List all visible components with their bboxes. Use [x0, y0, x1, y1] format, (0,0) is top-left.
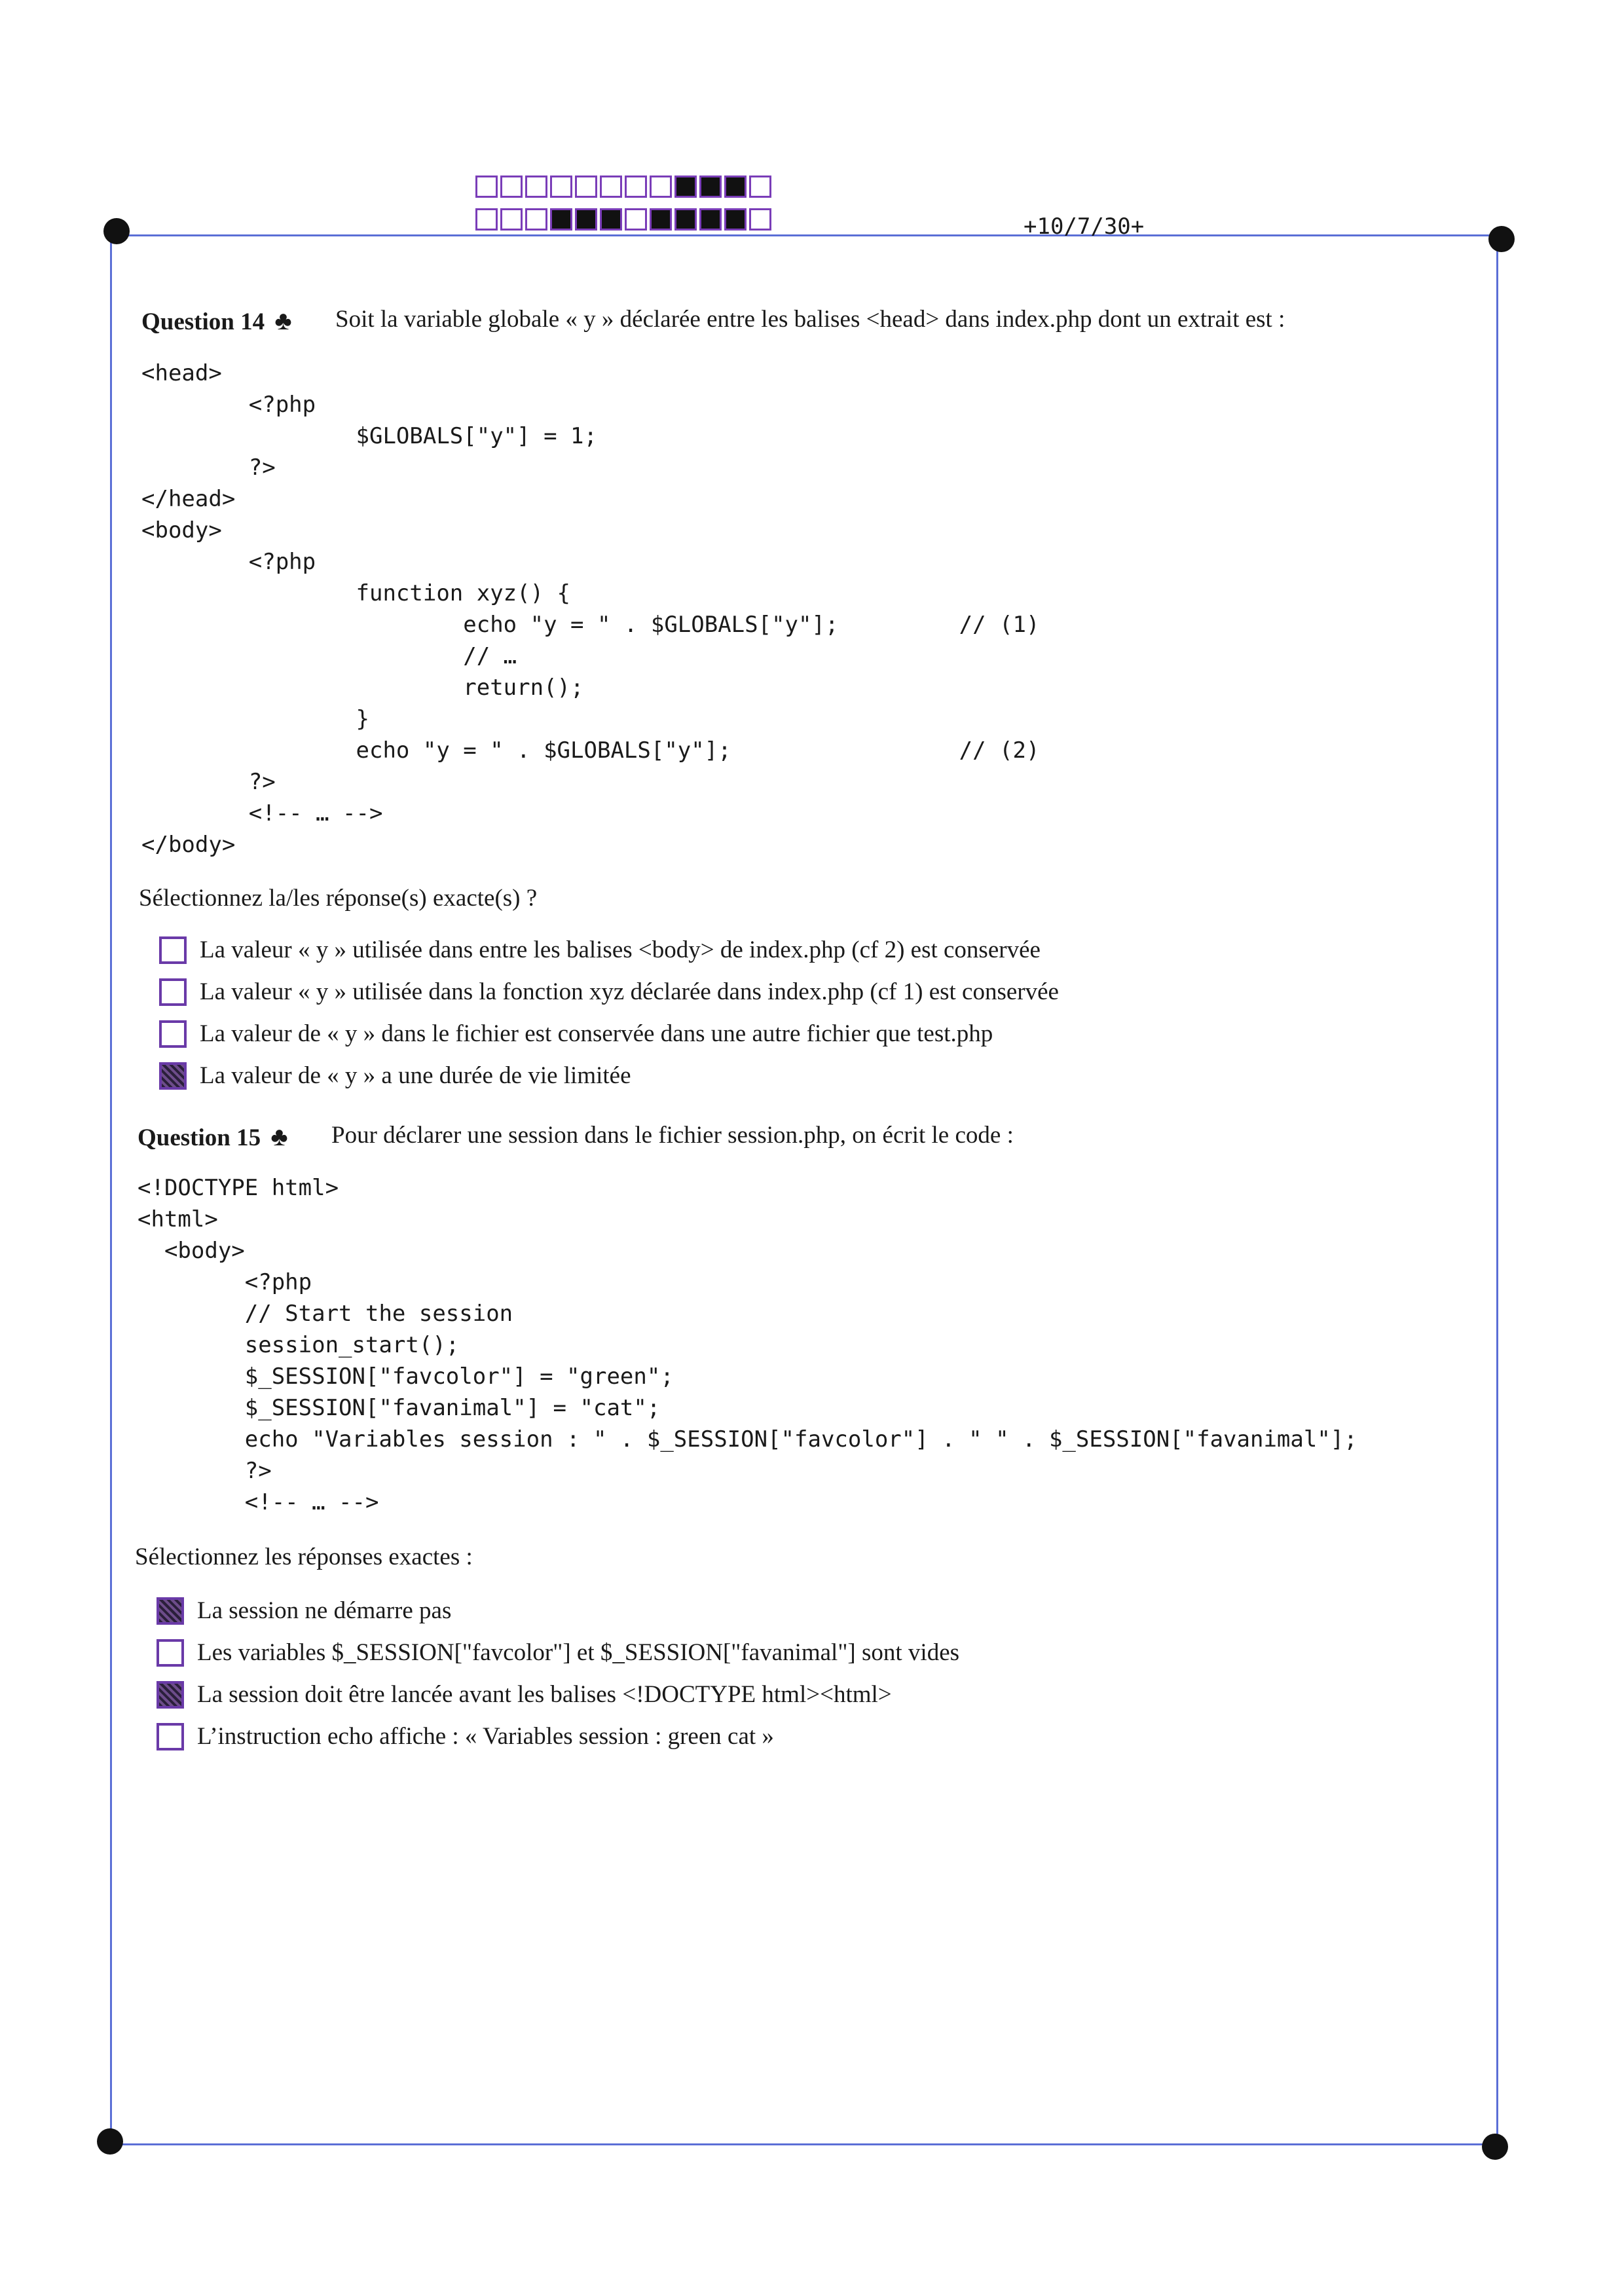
answer-checkbox[interactable] [159, 1020, 187, 1048]
frame-left-line [110, 234, 112, 2145]
answer-label: Les variables $_SESSION["favcolor"] et $_SESSION["favanimal"] sont vides [197, 1639, 960, 1666]
question-15-prompt: Sélectionnez les réponses exactes : [135, 1544, 473, 1570]
id-code-bar-bottom [475, 208, 777, 233]
code-cell-filled [650, 208, 672, 231]
corner-marker-bottom-right [1482, 2134, 1508, 2160]
code-cell-empty [625, 176, 647, 198]
question-14-code: <head> <?php $GLOBALS["y"] = 1; ?> </head> <body> <?php function xyz() { echo "y = " . $GLOBALS["y"]; // (1) // … return(); } echo "y = " . $GLOBALS["y"]; // (2) ?> <!-- … --> </body> [141, 360, 1040, 858]
answer-label: La session doit être lancée avant les balises <!DOCTYPE html><html> [197, 1681, 892, 1708]
answer-checkbox[interactable] [159, 978, 187, 1006]
frame-top-line [111, 234, 1500, 236]
code-cell-empty [749, 176, 771, 198]
code-cell-filled [699, 176, 722, 198]
frame-right-line [1496, 237, 1498, 2144]
code-cell-filled [575, 208, 597, 231]
corner-marker-top-right [1488, 226, 1515, 252]
frame-bottom-line [111, 2143, 1500, 2145]
code-cell-empty [500, 208, 523, 231]
question-15-label: Question 15 [138, 1124, 261, 1151]
question-15-code: <!DOCTYPE html> <html> <body> <?php // Start the session session_start(); $_SESSION["favcolor"] = "green"; $_SESSION["favanimal"] = "cat"; echo "Variables session : " . $_SESSION["favcolor"] . " " . $_SESSION["favanimal"]; ?> <!-- … --> [138, 1175, 1357, 1515]
answer-checkbox[interactable] [157, 1639, 184, 1667]
page-id: +10/7/30+ [1024, 213, 1145, 240]
code-cell-empty [600, 176, 622, 198]
question-14-answer-2[interactable] [159, 978, 1059, 1006]
code-cell-filled [600, 208, 622, 231]
answer-checkbox-checked[interactable] [157, 1681, 184, 1709]
code-cell-empty [525, 176, 547, 198]
question-14-header [141, 305, 1285, 336]
code-cell-filled [724, 208, 747, 231]
question-14-text: Soit la variable globale « y » déclarée entre les balises <head> dans index.php dont un extrait est : [335, 306, 1285, 333]
club-icon: ♣ [270, 1122, 288, 1151]
code-cell-empty [625, 208, 647, 231]
code-cell-empty [475, 176, 498, 198]
code-cell-empty [650, 176, 672, 198]
question-14-answer-3[interactable] [159, 1020, 993, 1048]
question-14-answer-1[interactable] [159, 936, 1041, 964]
question-14-answer-4[interactable] [159, 1062, 631, 1090]
answer-label: La valeur de « y » a une durée de vie limitée [200, 1062, 631, 1089]
club-icon: ♣ [274, 306, 292, 335]
answer-label: L’instruction echo affiche : « Variables session : green cat » [197, 1723, 774, 1750]
question-15-answer-4[interactable] [157, 1722, 774, 1750]
answer-checkbox[interactable] [159, 936, 187, 964]
question-15-text: Pour déclarer une session dans le fichier session.php, on écrit le code : [331, 1122, 1014, 1149]
answer-checkbox-checked[interactable] [157, 1597, 184, 1625]
code-cell-empty [475, 208, 498, 231]
question-15-answer-3[interactable] [157, 1680, 892, 1709]
answer-checkbox-checked[interactable] [159, 1062, 187, 1090]
question-14-prompt: Sélectionnez la/les réponse(s) exacte(s) ? [139, 885, 538, 912]
code-cell-empty [500, 176, 523, 198]
question-15-answer-2[interactable] [157, 1639, 959, 1667]
question-15-header [138, 1121, 1014, 1152]
question-15-answer-1[interactable] [157, 1597, 451, 1625]
code-cell-filled [724, 176, 747, 198]
code-cell-empty [525, 208, 547, 231]
code-cell-empty [575, 176, 597, 198]
corner-marker-bottom-left [97, 2128, 123, 2155]
answer-label: La valeur « y » utilisée dans entre les balises <body> de index.php (cf 2) est conservée [200, 936, 1041, 963]
code-cell-empty [749, 208, 771, 231]
answer-label: La session ne démarre pas [197, 1597, 452, 1624]
id-code-bar-top [475, 176, 777, 200]
answer-label: La valeur de « y » dans le fichier est conservée dans une autre fichier que test.php [200, 1020, 993, 1047]
corner-marker-top-left [103, 218, 130, 244]
answer-label: La valeur « y » utilisée dans la fonction xyz déclarée dans index.php (cf 1) est conservée [200, 978, 1059, 1005]
answer-checkbox[interactable] [157, 1723, 184, 1750]
code-cell-filled [699, 208, 722, 231]
code-cell-empty [550, 176, 572, 198]
code-cell-filled [550, 208, 572, 231]
code-cell-filled [674, 176, 697, 198]
code-cell-filled [674, 208, 697, 231]
question-14-label: Question 14 [141, 308, 265, 335]
